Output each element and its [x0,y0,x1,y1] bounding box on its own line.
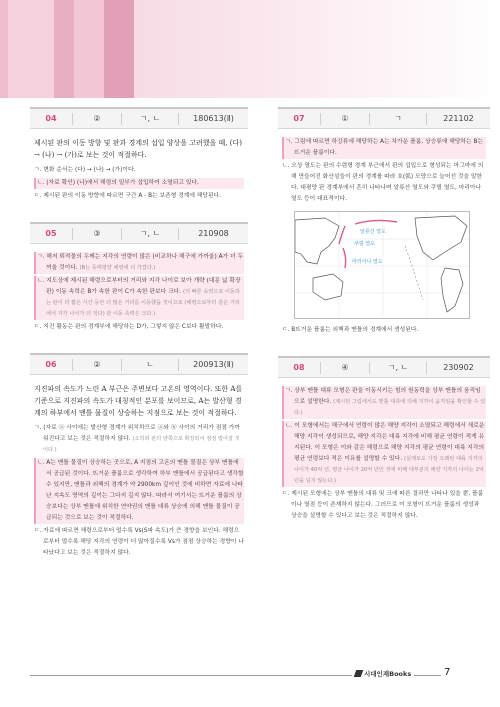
question-header [278,356,490,378]
answer-mark: ② [93,114,101,123]
brand-logo-icon [354,670,364,677]
explanation-item: ㄱ. 변화 순서는 (다) → (나) → (가)이다. [34,167,136,173]
map-label: 알류산 열도 [360,229,386,235]
question-number: 05 [45,229,57,238]
explanation-note: (더 빠른 속력으로 이동하는 판이 더 짧은 시간 동안 더 많은 거리를 이동했을 것이므로 (해령으로부터 같은 거리에서 지각 나이가 더 적다) 판 이동 속력은 크다.) [46,289,241,317]
question-header [30,107,248,129]
question-number: 04 [45,114,57,123]
question-code: 200913(Ⅱ) [193,360,234,369]
map-label: 쿠릴 열도 [354,241,375,247]
explanation-item: ㄱ. 그림에 따르면 하강류에 해당하는 A는 차가운 플룸, 상승류에 해당하는 B는 뜨거운 플룸이다. [282,137,486,159]
question-code: 210908 [198,229,229,238]
header-decoration [0,0,500,98]
answer-tags: ㄱ, ㄴ [387,363,409,372]
explanation-item: ㄷ. 지진 활동은 판의 경계부에 해당하는 D가, 그렇지 않은 C보다 활발하다. [34,324,224,330]
answer-mark: ④ [341,363,349,372]
answer-tags: ㄱ [394,114,402,123]
explanation-item: ㄷ. 자료에 따르면 해령으로부터 멀수록 Vs(S파 속도)가 큰 경향을 보인다. 해령으로부터 멀수록 해당 지각의 연령이 더 많아질수록 Vs가 점점 상승하는 경향이 나타났다고 보는 것은 적절하지 않다. [34,528,244,556]
explanation-note: (B는 동태평양 해령에 더 가깝다.) [79,265,156,271]
map-label: 마리아나 열도 [352,259,383,265]
question-code: 180613(Ⅱ) [193,114,234,123]
explanation-note: (제시된 그림에서도 맨틀 대류에 의해 지각이 움직임을 확인할 수 있다.) [294,399,486,416]
explanation-item: ㄴ. A는 맨틀 물질이 상승하는 곳으로, A 지점의 고온의 맨틀 물질은 상부 맨틀에서 공급된 것이다. 뜨거운 플룸으로 생각하여 하부 맨틀에서 공급된다고 생각할 수 있지만, 맨틀과 외핵의 경계가 약 2900km 깊이인 것에 비하면 자료에 나타난 지속도 영역의 깊이는 그다지 깊지 않다. 따라서 여기서는 뜨거운 플룸의 상승보다는 상부 맨틀에 위치한 연약권의 맨틀 대류 상승에 의해 맨틀 물질이 공급되는 것으로 보는 것이 적절하다. [34,458,244,524]
left-column [30,107,248,579]
question-06 [30,353,248,567]
explanation-item: ㄱ. (자료 ⓐ 사이에는 발산형 경계가 위치하므로 ⓐ와 ⓑ 사이의 거리가 점점 가까워진다고 보는 것은 적절하지 않다. (오히려 판의 양쪽으로 확장되어 점점 멀어질 것이다.) [34,425,241,453]
question-code: 221102 [443,114,474,123]
question-header [278,107,490,129]
question-code: 230902 [443,363,474,372]
answer-tags: ㄱ, ㄴ [139,114,161,123]
explanation-note: (실제로도 가장 오래된 대륙 지각의 나이가 40억 년, 평균 나이가 20억 년인 것에 비해 대부분의 해양 지각의 나이는 2억 년을 넘지 않는다.) [294,456,484,484]
explanation-item: ㄷ. 제시된 판의 이동 방향에 따르면 구간 A - B는 보존형 경계에 해당된다. [34,193,222,199]
question-04 [30,107,248,210]
question-number: 07 [293,114,305,123]
publisher-brand: 시대인재Books [352,669,414,678]
question-header [30,222,248,244]
explanation-note: (오히려 판의 양쪽으로 확장되어 점점 멀어질 것이다.) [43,436,240,453]
question-number: 08 [293,363,305,372]
explanation-item: ㄴ. 이 모형에서는 해구에서 연령이 많은 해양 지각이 소멸되고 해령에서 새로운 해양 지각이 생성되므로, 해양 지각은 대륙 지각에 비해 평균 연령이 적게 유지된다. 이 모형은 이와 같은 해령으로 해양 지각의 평균 연령이 대륙 지각의 평균 연령보다 적은 이유를 설명할 수 있다. (실제로도 가장 오래된 대륙 지각의 나이가 40억 년, 평균 나이가 20억 년인 것에 비해 대부분의 해양 지각의 나이는 2억 년을 넘지 않는다.) [282,421,486,487]
explanation-item: ㄴ. 오상 열도는 판의 수렴형 경계 부근에서 판의 섭입으로 형성되는 마그마에 의해 만들어진 화산섬들이 판의 경계를 따라 호(弧) 모양으로 늘어선 것을 말한다. 대평양 판 경계부에서 흔히 나타나며 알류산 열도와 쿠릴 열도, 마리아나 열도 등이 대표적이다. [282,163,484,202]
question-05 [30,222,248,341]
answer-mark: ③ [93,229,101,238]
explanation-item: ㄷ. 제시된 모형에는 상부 맨틀의 대류 및 크에 따른 결과만 나타나 있을 뿐, 플룸이나 열점 등이 존재하지 않는다. 그러므로 이 모형이 뜨거운 플룸의 생성과 상승을 설명할 수 있다고 보는 것은 적절하지 않다. [282,491,484,519]
answer-tags: ㄱ, ㄴ [139,229,161,238]
explanation-lead: 제시된 판의 이동 방향 및 판과 경계의 섭입 양상을 고려했을 때, (다) → (나) → (가)로 보는 것이 적절하다. [34,139,242,159]
question-08 [278,356,490,530]
question-07 [278,107,490,344]
island-arc-map [294,211,470,319]
explanation-item: ㄷ. B뜨거운 플룸는 외핵과 맨틀의 경계에서 생성된다. [282,327,419,333]
explanation-item: ㄱ. 상부 맨틀 대류 모형은 판을 이동시키는 힘의 원동력을 상부 맨틀의 움직임으로 설명한다. (제시된 그림에서도 맨틀 대류에 의해 지각이 움직임을 확인할 수 있다.) [282,386,486,419]
explanation-item: ㄴ. (자료 확인) (나)에서 해령의 일부가 섭입하여 소멸되고 있다. [34,178,244,189]
answer-mark: ① [341,114,349,123]
question-header [30,353,248,375]
answer-mark: ② [93,360,101,369]
right-column [278,107,490,542]
explanation-item: ㄴ. 지도상에 제시된 해령으로부터의 거리와 지각 나이로 보아 개략 (대문 넓 확장 판) 이동 속력은 B가 속한 판이 C가 속한 판보다 크다. (더 빠른 속력으로 이동하는 판이 더 짧은 시간 동안 더 많은 거리를 이동했을 것이므로 (해령으로부터 같은 거리에서 지각 나이가 더 적다) 판 이동 속력은 크다.) [34,276,244,320]
answer-tags: ㄴ [146,360,154,369]
explanation-lead: 지진파의 속도가 느린 A 부근은 주변보다 고온의 영역이다. 또한 A를 기준으로 지진파의 속도가 대칭적인 분포를 보이므로, A는 발산형 경계의 하부에서 맨틀 물질이 상승하는 지점으로 보는 것이 적절하다. [34,385,243,417]
question-number: 06 [45,360,57,369]
page-footer [0,666,500,696]
page-number: 7 [441,667,450,678]
explanation-item: ㄱ. 해저 퇴적물의 두께는 지각의 연령이 많은 (비교하나 해구에 가까울) A가 더 두꺼울 것이다. (B는 동태평양 해령에 더 가깝다.) [34,252,244,274]
